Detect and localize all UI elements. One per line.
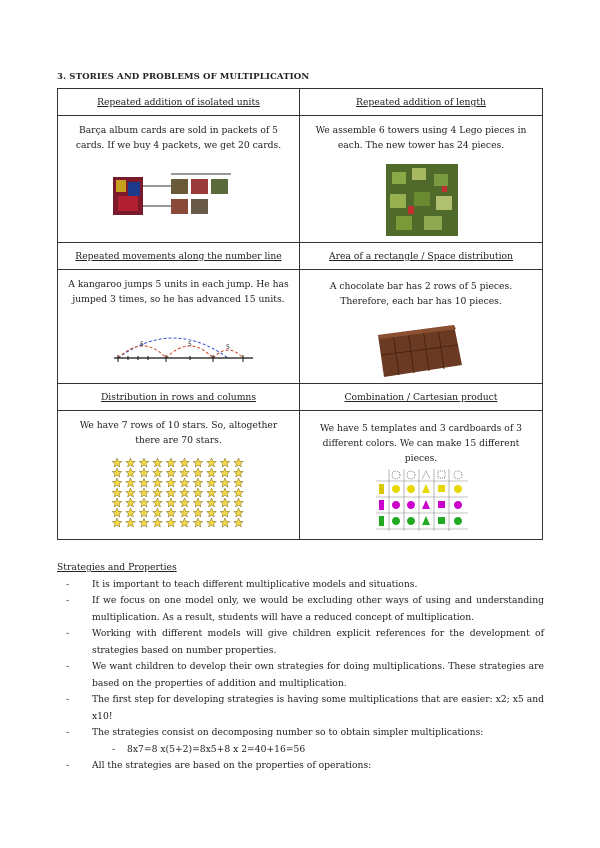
star (234, 468, 244, 477)
star (234, 458, 244, 467)
star (153, 508, 163, 517)
star (180, 488, 190, 497)
star (139, 498, 149, 507)
star (112, 468, 122, 477)
star (220, 518, 230, 527)
star (193, 498, 203, 507)
chocolate-bar-text: A chocolate bar has 2 rows of 5 pieces. Therefore, each bar has 10 pieces. (329, 281, 513, 307)
jump-label: 5 (188, 341, 192, 348)
strategies-section (57, 560, 544, 775)
jump-label: 5 (140, 341, 144, 348)
combination-grid-icon (376, 469, 468, 531)
star (166, 468, 176, 477)
star (193, 468, 203, 477)
star (234, 488, 244, 497)
star (112, 478, 122, 487)
star (112, 518, 122, 527)
star (180, 498, 190, 507)
header-rows-columns: Distribution in rows and columns (58, 384, 300, 411)
stars-array-icon (110, 457, 250, 531)
star (234, 498, 244, 507)
star (166, 478, 176, 487)
star (180, 458, 190, 467)
section-title: 3. STORIES AND PROBLEMS OF MULTIPLICATION (57, 72, 310, 82)
star (207, 478, 217, 487)
chocolate-bar-icon (378, 325, 462, 377)
combination-text: We have 5 templates and 3 cardboards of 3 different colors. We can make 15 different pieces. (319, 423, 523, 464)
star (220, 488, 230, 497)
header-rectangle-area: Area of a rectangle / Space distribution (300, 243, 543, 270)
star (234, 518, 244, 527)
star (180, 508, 190, 517)
star (153, 488, 163, 497)
star (193, 518, 203, 527)
star (166, 488, 176, 497)
star (139, 478, 149, 487)
list-item: - The first step for developing strategies is having some multiplications that are easier: x2; x5 and x10! (57, 692, 544, 725)
star (220, 458, 230, 467)
star (180, 518, 190, 527)
list-sub-item: - 8x7=8 x(5+2)=8x5+8 x 2=40+16=56 (57, 742, 544, 759)
star (220, 508, 230, 517)
header-repeated-addition-units: Repeated addition of isolated units (58, 89, 300, 116)
star (193, 488, 203, 497)
star (166, 518, 176, 527)
number-line-text: A kangaroo jumps 5 units in each jump. He has jumped 3 times, so he has advanced 15 units. (68, 279, 289, 305)
multiplication-models-table (57, 88, 543, 540)
star (166, 508, 176, 517)
star (153, 518, 163, 527)
list-item: - Working with different models will give children explicit references for the development of strategies based on number properties. (57, 626, 544, 659)
star (234, 478, 244, 487)
star (207, 468, 217, 477)
star (193, 508, 203, 517)
jump-label: 5 (226, 344, 230, 351)
star (126, 498, 136, 507)
star (153, 498, 163, 507)
header-repeated-addition-length: Repeated addition of length (300, 89, 543, 116)
star (112, 508, 122, 517)
header-cartesian-product: Combination / Cartesian product (300, 384, 543, 411)
strategies-heading: Strategies and Properties (57, 562, 177, 573)
list-item: - All the strategies are based on the properties of operations: (57, 758, 544, 775)
star (220, 478, 230, 487)
star (207, 498, 217, 507)
star (153, 478, 163, 487)
star (234, 508, 244, 517)
star (180, 478, 190, 487)
star (126, 508, 136, 517)
cell-combination (300, 411, 543, 540)
list-item: - If we focus on one model only, we would be excluding other ways of using and understanding multiplication. As a result, students will have a reduced concept of multiplication. (57, 593, 544, 626)
star (139, 458, 149, 467)
album-cards-icon (113, 172, 233, 222)
cell-chocolate-bar (300, 270, 543, 384)
cell-number-line (58, 270, 300, 384)
header-number-line: Repeated movements along the number line (58, 243, 300, 270)
star (139, 488, 149, 497)
list-item: - The strategies consist on decomposing number so to obtain simpler multiplications: (57, 725, 544, 742)
star (153, 468, 163, 477)
star (220, 468, 230, 477)
star (166, 458, 176, 467)
star (180, 468, 190, 477)
star (207, 518, 217, 527)
star (193, 478, 203, 487)
cell-lego-towers (300, 116, 543, 243)
cell-stars (58, 411, 300, 540)
star (126, 458, 136, 467)
star (112, 458, 122, 467)
star (166, 498, 176, 507)
stars-text: We have 7 rows of 10 stars. So, altogether there are 70 stars. (79, 420, 278, 446)
star (220, 498, 230, 507)
lego-towers-text: We assemble 6 towers using 4 Lego pieces in each. The new tower has 24 pieces. (315, 125, 527, 151)
star (139, 508, 149, 517)
list-item: - We want children to develop their own strategies for doing multiplications. These strategies are based on the properties of addition and multiplication. (57, 659, 544, 692)
star (112, 488, 122, 497)
star (112, 498, 122, 507)
star (139, 468, 149, 477)
strategies-list (57, 577, 544, 775)
star (126, 468, 136, 477)
star (193, 458, 203, 467)
star (153, 458, 163, 467)
star (139, 518, 149, 527)
list-item: - It is important to teach different multiplicative models and situations. (57, 577, 544, 594)
star (207, 508, 217, 517)
star (126, 478, 136, 487)
album-cards-text: Barça album cards are sold in packets of 5 cards. If we buy 4 packets, we get 20 cards. (75, 125, 282, 151)
number-line-icon (108, 322, 258, 372)
cell-album-cards (58, 116, 300, 243)
star (207, 458, 217, 467)
star (207, 488, 217, 497)
star (126, 518, 136, 527)
star (126, 488, 136, 497)
lego-towers-icon (386, 164, 458, 236)
